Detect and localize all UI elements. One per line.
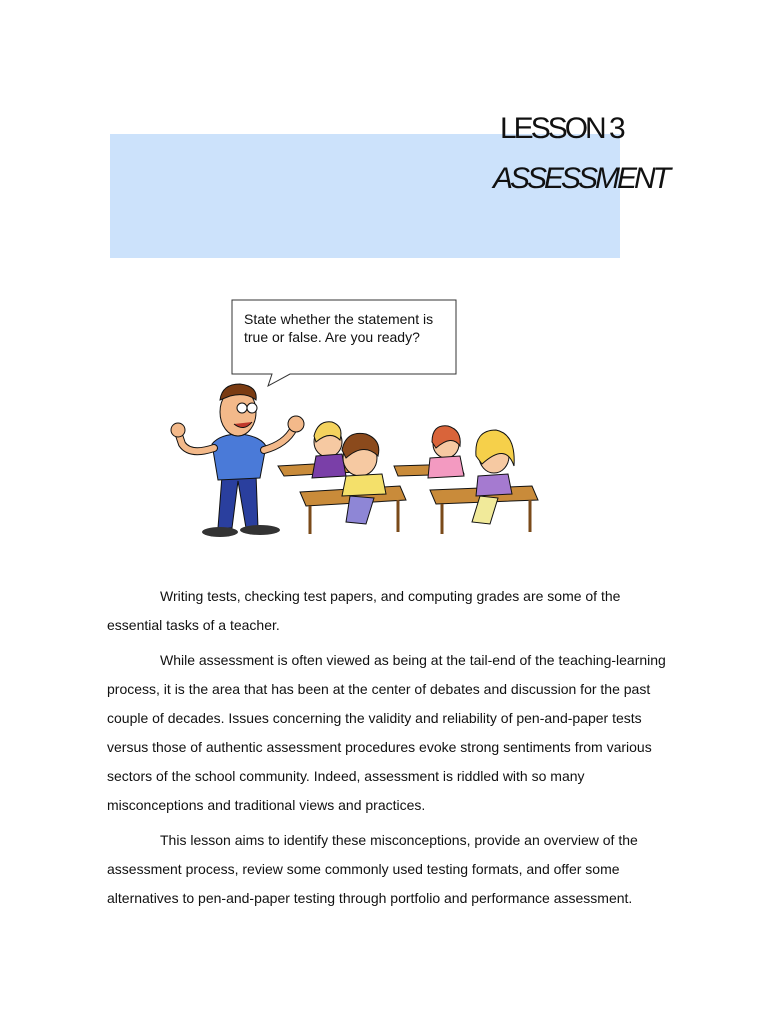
body-paragraph: While assessment is often viewed as being at the tail-end of the teaching-learning process, it is the area that has been at the center of debates and discussion for the past couple of decades. Issues concerning the validity and reliability of pen-and-paper tests versus those of authentic assessment procedures evoke strong sentiments from various sectors of the school community. Indeed, assessment is riddled with so many misconceptions and traditional views and practices. (107, 652, 666, 813)
body-paragraph: This lesson aims to identify these misconceptions, provide an overview of the assessment process, review some commonly used testing formats, and offer some alternatives to pen-and-paper testing through portfolio and performance assessment. (107, 832, 638, 906)
title-banner (110, 134, 620, 258)
lesson-title: LESSON 3 (500, 112, 623, 145)
teacher-figure (171, 384, 304, 537)
body-paragraph: Writing tests, checking test papers, and computing grades are some of the essential tasks of a teacher. (107, 588, 621, 633)
student-figure (312, 422, 346, 478)
student-figure (342, 433, 386, 524)
student-figure (428, 426, 464, 478)
lesson-body (107, 582, 672, 913)
speech-bubble-text: State whether the statement is true or false. Are you ready? (244, 311, 434, 345)
lesson-subtitle: ASSESSMENT (493, 162, 669, 195)
student-figure (472, 430, 514, 524)
